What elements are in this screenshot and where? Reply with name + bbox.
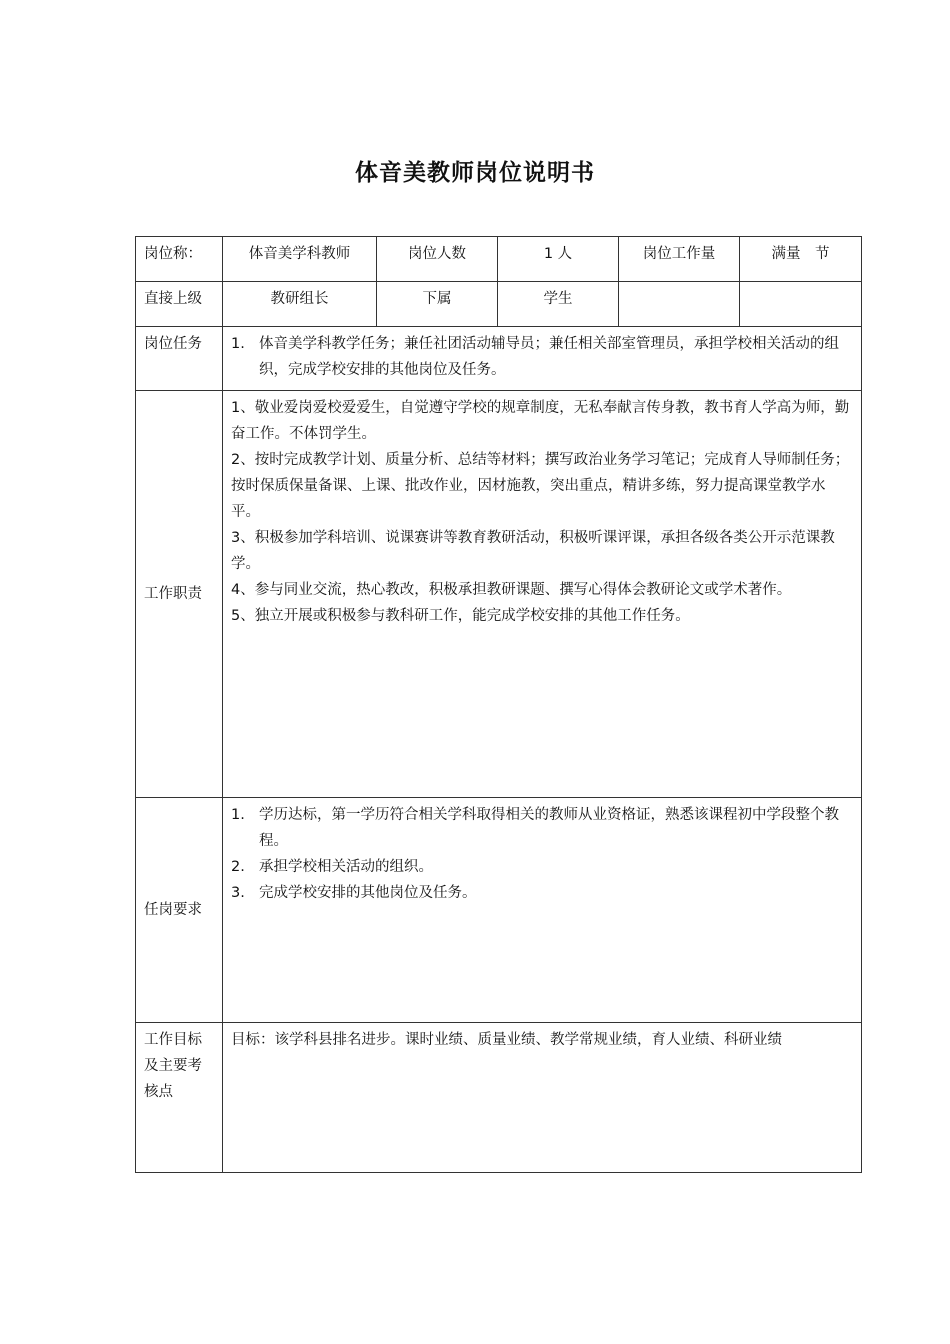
value-headcount: 1 人 xyxy=(498,237,619,282)
requirements-content xyxy=(223,798,862,1023)
label-subordinate: 下属 xyxy=(377,282,498,327)
duty-paragraph: 5、独立开展或积极参与教科研工作，能完成学校安排的其他工作任务。 xyxy=(231,608,690,624)
requirements-list xyxy=(231,802,853,906)
list-number: 3. xyxy=(231,885,245,901)
label-goals: 工作目标及主要考核点 xyxy=(136,1023,223,1173)
list-number: 1. xyxy=(231,807,245,823)
list-item xyxy=(231,802,853,854)
table-row-duties xyxy=(136,391,862,798)
list-item xyxy=(231,880,853,906)
value-post-name: 体音美学科教师 xyxy=(223,237,377,282)
label-duties: 工作职责 xyxy=(136,391,223,798)
duty-paragraph: 2、按时完成教学计划、质量分析、总结等材料；撰写政治业务学习笔记；完成育人导师制任务；按时保质保量备课、上课、批改作业，因材施教，突出重点，精讲多练，努力提高课堂教学水平。 xyxy=(231,452,850,520)
list-text: 承担学校相关活动的组织。 xyxy=(259,859,433,875)
duty-paragraph: 1、敬业爱岗爱校爱爱生，自觉遵守学校的规章制度，无私奉献言传身教，教书育人学高为师，勤奋工作。不体罚学生。 xyxy=(231,400,850,442)
list-text: 完成学校安排的其他岗位及任务。 xyxy=(259,885,477,901)
goals-content: 目标：该学科县排名进步。课时业绩、质量业绩、教学常规业绩，育人业绩、科研业绩 xyxy=(223,1023,862,1173)
table-row-goals xyxy=(136,1023,862,1173)
empty-cell-1 xyxy=(619,282,740,327)
task-list xyxy=(231,331,853,383)
list-text: 体音美学科教学任务；兼任社团活动辅导员；兼任相关部室管理员，承担学校相关活动的组织，完成学校安排的其他岗位及任务。 xyxy=(259,336,839,378)
task-content xyxy=(223,327,862,391)
value-subordinate: 学生 xyxy=(498,282,619,327)
value-superior: 教研组长 xyxy=(223,282,377,327)
table-row-superior xyxy=(136,282,862,327)
empty-cell-2 xyxy=(740,282,862,327)
duties-content xyxy=(223,391,862,798)
table-row-requirements xyxy=(136,798,862,1023)
value-workload: 满量 节 xyxy=(740,237,862,282)
list-text: 学历达标，第一学历符合相关学科取得相关的教师从业资格证，熟悉该课程初中学段整个教程。 xyxy=(259,807,839,849)
list-item xyxy=(231,331,853,383)
list-number: 1. xyxy=(231,336,245,352)
label-superior: 直接上级 xyxy=(136,282,223,327)
duty-paragraph: 3、积极参加学科培训、说课赛讲等教育教研活动，积极听课评课，承担各级各类公开示范课教学。 xyxy=(231,530,835,572)
table-row-post xyxy=(136,237,862,282)
table-row-task xyxy=(136,327,862,391)
list-number: 2. xyxy=(231,859,245,875)
label-requirements: 任岗要求 xyxy=(136,798,223,1023)
list-item xyxy=(231,854,853,880)
label-headcount: 岗位人数 xyxy=(377,237,498,282)
duty-paragraph: 4、参与同业交流，热心教改，积极承担教研课题、撰写心得体会教研论文或学术著作。 xyxy=(231,582,792,598)
page-title: 体音美教师岗位说明书 xyxy=(355,160,595,186)
label-post-name: 岗位称： xyxy=(136,237,223,282)
label-workload: 岗位工作量 xyxy=(619,237,740,282)
job-description-table xyxy=(135,236,862,1173)
label-task: 岗位任务 xyxy=(136,327,223,391)
